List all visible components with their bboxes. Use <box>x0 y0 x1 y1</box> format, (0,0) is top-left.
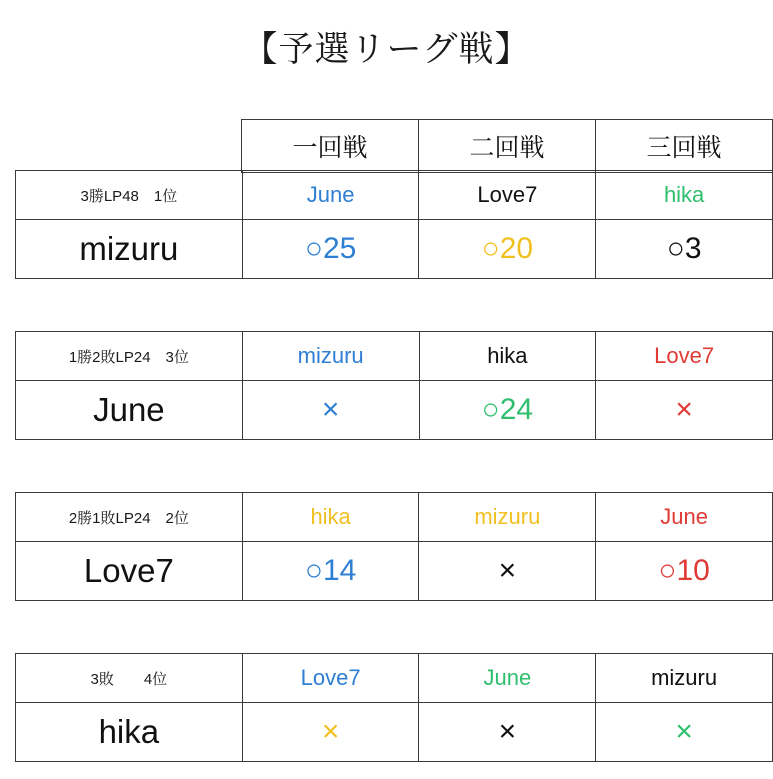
header-round-2: 二回戦 <box>419 120 596 173</box>
result-cell-1: ○25 <box>242 220 419 279</box>
record-cell: 1勝2敗LP24 3位 <box>16 332 243 381</box>
opponent-row <box>16 332 773 381</box>
opponent-cell-2: hika <box>419 332 596 381</box>
opponent-cell-3: hika <box>596 171 773 220</box>
result-cell-3: ○3 <box>596 220 773 279</box>
record-cell: 3勝LP48 1位 <box>16 171 243 220</box>
opponent-cell-3: June <box>596 493 773 542</box>
opponent-cell-2: Love7 <box>419 171 596 220</box>
round-header-table <box>15 119 773 173</box>
player-name-cell: mizuru <box>16 220 243 279</box>
result-cell-2: × <box>419 703 596 762</box>
result-cell-2: ○24 <box>419 381 596 440</box>
header-round-3: 三回戦 <box>596 120 773 173</box>
result-cell-3: × <box>596 381 773 440</box>
result-cell-3: ○10 <box>596 542 773 601</box>
opponent-cell-2: mizuru <box>419 493 596 542</box>
opponent-row <box>16 654 773 703</box>
result-cell-3: × <box>596 703 773 762</box>
player-block-love7 <box>15 492 773 601</box>
opponent-cell-1: Love7 <box>242 654 419 703</box>
player-name-cell: hika <box>16 703 243 762</box>
header-round-1: 一回戦 <box>242 120 419 173</box>
result-cell-1: ○14 <box>242 542 419 601</box>
result-row <box>16 381 773 440</box>
opponent-cell-3: mizuru <box>596 654 773 703</box>
player-name-cell: Love7 <box>16 542 243 601</box>
opponent-cell-1: June <box>242 171 419 220</box>
record-cell: 2勝1敗LP24 2位 <box>16 493 243 542</box>
result-cell-1: × <box>242 381 419 440</box>
opponent-cell-1: mizuru <box>242 332 419 381</box>
result-cell-1: × <box>242 703 419 762</box>
result-row <box>16 703 773 762</box>
opponent-row <box>16 171 773 220</box>
result-cell-2: × <box>419 542 596 601</box>
opponent-cell-1: hika <box>242 493 419 542</box>
result-row <box>16 220 773 279</box>
page-title: 【予選リーグ戦】 <box>242 30 531 69</box>
opponent-cell-3: Love7 <box>596 332 773 381</box>
player-block-hika <box>15 653 773 762</box>
result-row <box>16 542 773 601</box>
player-block-june <box>15 331 773 440</box>
round-header-row <box>15 120 773 173</box>
opponent-row <box>16 493 773 542</box>
header-spacer <box>15 120 242 173</box>
player-name-cell: June <box>16 381 243 440</box>
opponent-cell-2: June <box>419 654 596 703</box>
player-block-mizuru <box>15 170 773 279</box>
record-cell: 3敗 4位 <box>16 654 243 703</box>
result-cell-2: ○20 <box>419 220 596 279</box>
